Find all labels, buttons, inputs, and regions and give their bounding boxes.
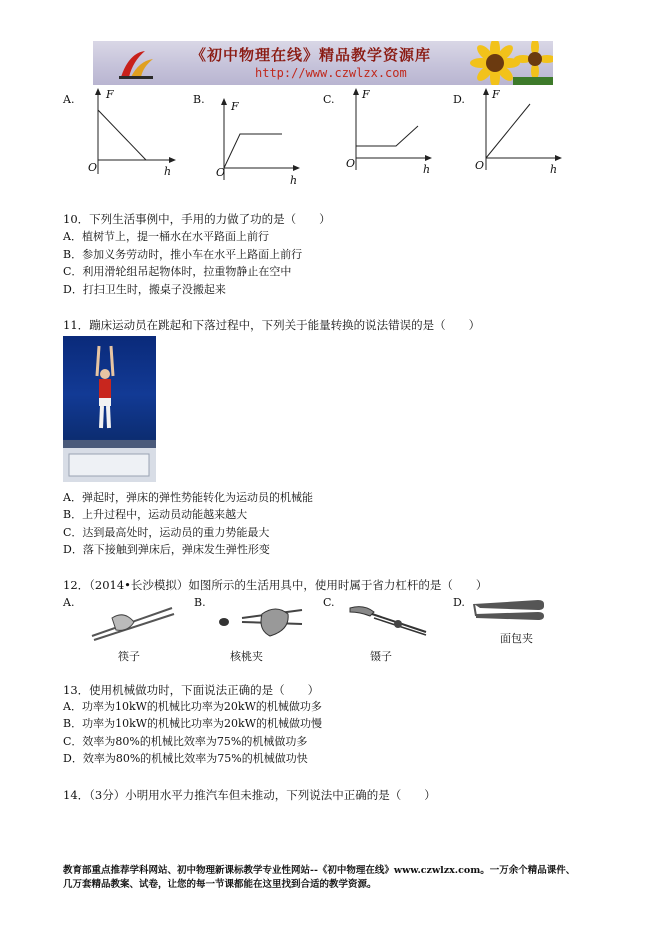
q13-option-b[interactable]: B．功率为10kW的机械比功率为20kW的机械做功慢 xyxy=(63,717,323,730)
q11-option-c[interactable]: C．达到最高处时，运动员的重力势能最大 xyxy=(63,526,270,539)
q9-option-b-letter: B. xyxy=(193,93,205,106)
q11-stem: 11．蹦床运动员在跳起和下落过程中，下列关于能量转换的说法错误的是（ ） xyxy=(63,318,481,332)
bread-tongs-icon xyxy=(470,596,546,624)
q9-c-origin-label: O xyxy=(346,157,356,170)
q9-d-origin-label: O xyxy=(475,159,485,172)
q10-option-a[interactable]: A．植树节上，提一桶水在水平路面上前行 xyxy=(63,230,269,243)
q9-a-origin-label: O xyxy=(88,161,98,174)
q13-option-a[interactable]: A．功率为10kW的机械比功率为20kW的机械做功多 xyxy=(63,700,322,713)
q11-option-d[interactable]: D．落下接触到弹床后，弹床发生弹性形变 xyxy=(63,543,270,556)
header-banner xyxy=(93,41,553,85)
tweezers-icon xyxy=(340,600,432,640)
q10-option-d[interactable]: D．打扫卫生时，搬桌子没搬起来 xyxy=(63,283,226,296)
q10-stem: 10．下列生活事例中，手用的力做了功的是（ ） xyxy=(63,212,331,226)
q12-stem: 12．（2014•长沙模拟）如图所示的生活用具中，使用时属于省力杠杆的是（ ） xyxy=(63,578,488,592)
trampoline-athlete-icon xyxy=(63,336,156,482)
q9-option-a-letter: A. xyxy=(63,93,75,106)
q11-option-b[interactable]: B．上升过程中，运动员动能越来越大 xyxy=(63,508,248,521)
q12-caption-c: 镊子 xyxy=(370,650,392,663)
q10-option-c[interactable]: C．利用滑轮组吊起物体时，拉重物静止在空中 xyxy=(63,265,292,278)
q13-stem: 13．使用机械做功时，下面说法正确的是（ ） xyxy=(63,683,320,697)
q12-option-b-letter[interactable]: B. xyxy=(194,596,206,609)
q13-option-c[interactable]: C．效率为80%的机械比效率为75%的机械做功多 xyxy=(63,735,308,748)
q12-option-d-letter[interactable]: D. xyxy=(453,596,465,609)
sunflower-icon xyxy=(465,41,553,85)
q12-option-c-letter[interactable]: C. xyxy=(323,596,335,609)
site-logo-icon xyxy=(115,47,155,81)
q9-b-xaxis-label: h xyxy=(290,174,298,187)
q13-option-d[interactable]: D．效率为80%的机械比效率为75%的机械做功快 xyxy=(63,752,308,765)
q9-d-xaxis-label: h xyxy=(550,163,558,176)
q9-c-xaxis-label: h xyxy=(423,163,431,176)
q12-option-a-letter[interactable]: A. xyxy=(63,596,75,609)
trampoline-photo xyxy=(63,336,156,482)
q9-d-yaxis-label: F xyxy=(492,88,500,101)
q9-c-yaxis-label: F xyxy=(362,88,370,101)
q9-option-d-letter: D. xyxy=(453,93,465,106)
q9-b-yaxis-label: F xyxy=(231,100,239,113)
banner-title: 《初中物理在线》精品教学资源库 xyxy=(191,46,432,64)
q9-option-c-letter: C. xyxy=(323,93,335,106)
chopsticks-icon xyxy=(88,600,176,642)
q12-caption-a: 筷子 xyxy=(118,650,140,663)
q10-option-b[interactable]: B．参加义务劳动时，推小车在水平上路面上前行 xyxy=(63,248,303,261)
q12-caption-d: 面包夹 xyxy=(500,632,533,645)
q9-a-yaxis-label: F xyxy=(106,88,114,101)
footer-line-2: 几万套精品教案、试卷，让您的每一节课都能在这里找到合适的教学资源。 xyxy=(63,879,377,890)
q9-b-origin-label: O xyxy=(216,166,226,179)
q14-stem: 14．（3分）小明用水平力推汽车但未推动，下列说法中正确的是（ ） xyxy=(63,788,436,802)
q12-caption-b: 核桃夹 xyxy=(230,650,263,663)
q11-option-a[interactable]: A．弹起时，弹床的弹性势能转化为运动员的机械能 xyxy=(63,491,313,504)
banner-url[interactable]: http://www.czwlzx.com xyxy=(255,66,407,80)
nutcracker-icon xyxy=(210,600,306,642)
footer-line-1: 教育部重点推荐学科网站、初中物理新课标教学专业性网站--《初中物理在线》www.czwlzx.com。一万余个精品课件、 xyxy=(63,865,576,876)
q9-a-xaxis-label: h xyxy=(164,165,172,178)
